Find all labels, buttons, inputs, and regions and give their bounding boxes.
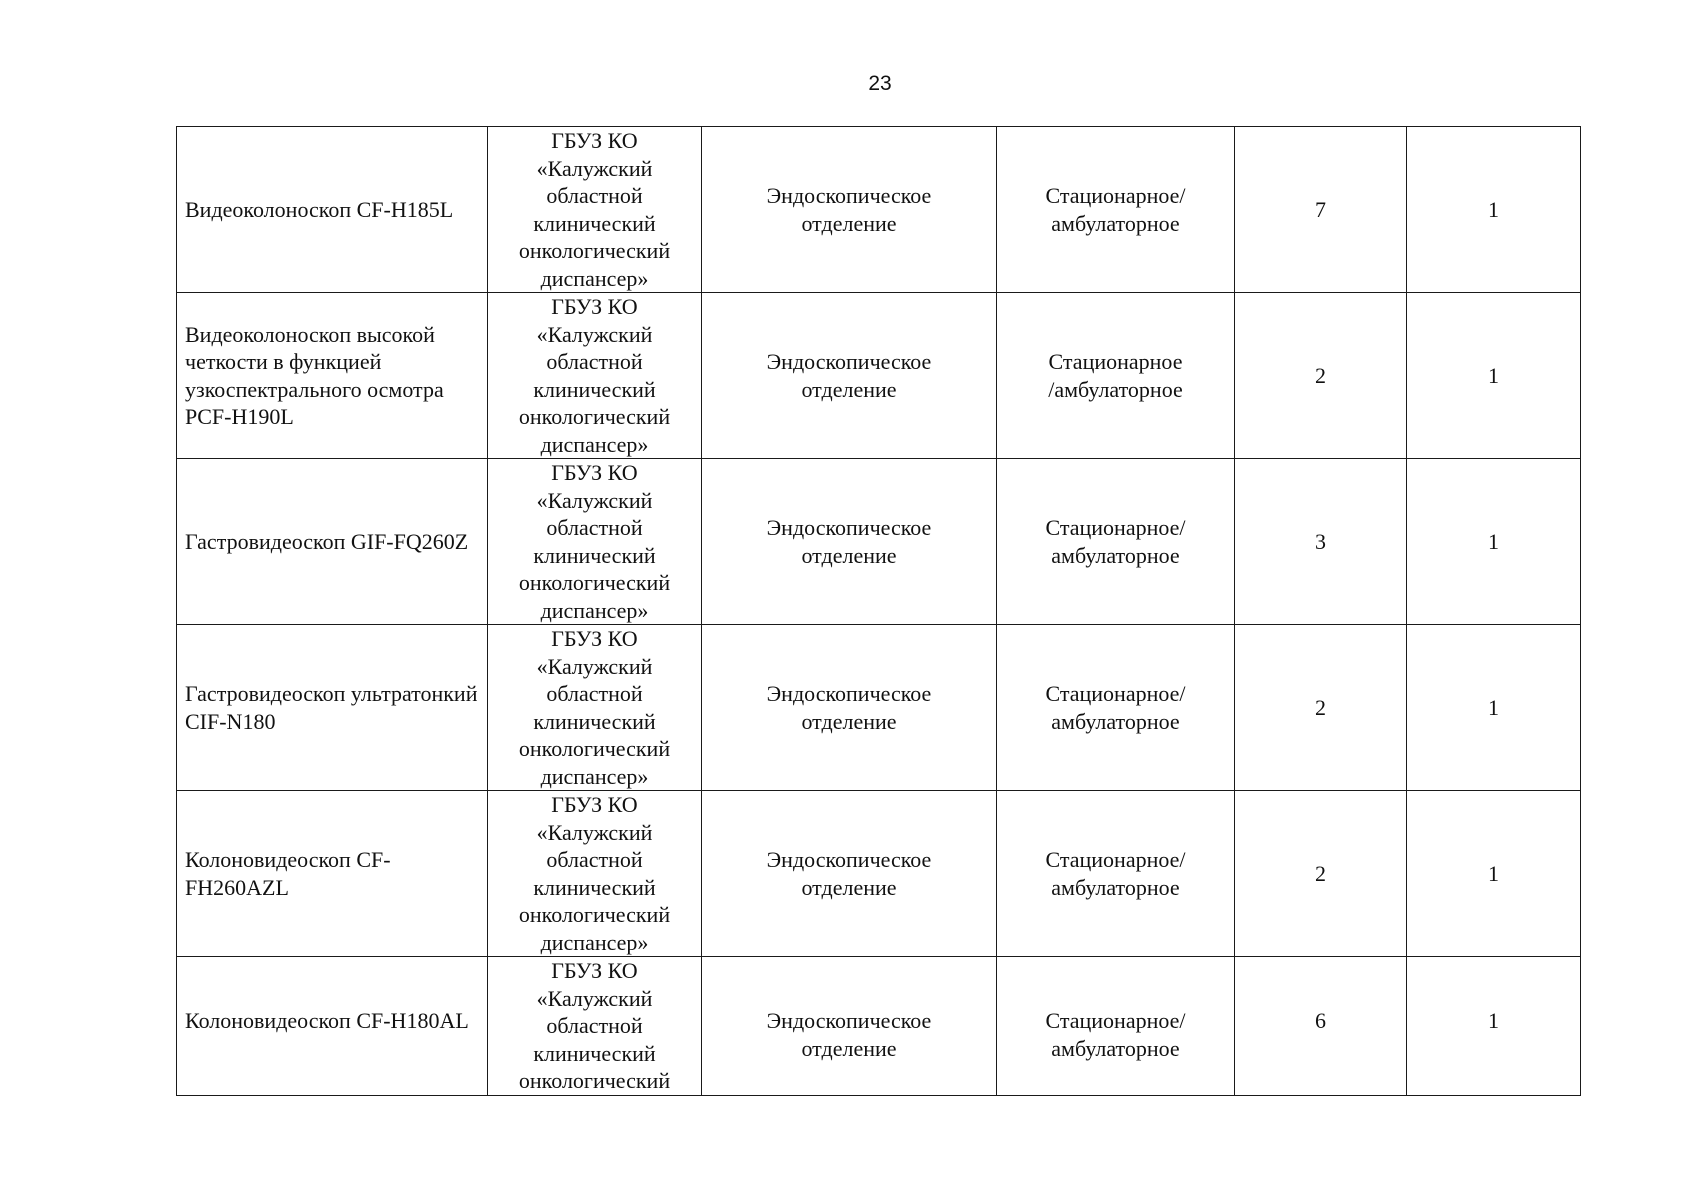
count-cell: 1	[1407, 127, 1581, 293]
quantity-cell: 6	[1235, 957, 1407, 1096]
service-mode-cell: Стационарное/ амбулаторное	[997, 127, 1235, 293]
service-mode-cell: Стационарное /амбулаторное	[997, 293, 1235, 459]
equipment-table	[176, 126, 1581, 1096]
department-cell: Эндоскопическое отделение	[702, 791, 997, 957]
quantity-cell: 2	[1235, 293, 1407, 459]
organization-cell: ГБУЗ КО «Калужский областной клинический онкологический диспансер»	[488, 625, 702, 791]
count-cell: 1	[1407, 957, 1581, 1096]
count-cell: 1	[1407, 293, 1581, 459]
table-row	[177, 791, 1581, 957]
equipment-name-cell: Гастровидеоскоп ультратонкий CIF-N180	[177, 625, 488, 791]
quantity-cell: 3	[1235, 459, 1407, 625]
table-row	[177, 127, 1581, 293]
department-cell: Эндоскопическое отделение	[702, 459, 997, 625]
table-row	[177, 625, 1581, 791]
count-cell: 1	[1407, 625, 1581, 791]
service-mode-cell: Стационарное/ амбулаторное	[997, 791, 1235, 957]
count-cell: 1	[1407, 459, 1581, 625]
equipment-name-cell: Колоновидеоскоп CF-H180AL	[177, 957, 488, 1096]
service-mode-cell: Стационарное/ амбулаторное	[997, 459, 1235, 625]
table-row	[177, 293, 1581, 459]
page-number: 23	[868, 72, 892, 95]
quantity-cell: 2	[1235, 625, 1407, 791]
organization-cell: ГБУЗ КО «Калужский областной клинический онкологический диспансер»	[488, 459, 702, 625]
department-cell: Эндоскопическое отделение	[702, 957, 997, 1096]
equipment-name-cell: Колоновидеоскоп CF-FH260AZL	[177, 791, 488, 957]
quantity-cell: 7	[1235, 127, 1407, 293]
table-row	[177, 957, 1581, 1096]
department-cell: Эндоскопическое отделение	[702, 127, 997, 293]
department-cell: Эндоскопическое отделение	[702, 625, 997, 791]
count-cell: 1	[1407, 791, 1581, 957]
equipment-name-cell: Видеоколоноскоп высокой четкости в функцией узкоспектрального осмотра PCF-H190L	[177, 293, 488, 459]
quantity-cell: 2	[1235, 791, 1407, 957]
organization-cell: ГБУЗ КО «Калужский областной клинический онкологический диспансер»	[488, 293, 702, 459]
organization-cell: ГБУЗ КО «Калужский областной клинический онкологический	[488, 957, 702, 1096]
service-mode-cell: Стационарное/ амбулаторное	[997, 957, 1235, 1096]
equipment-name-cell: Гастровидеоскоп GIF-FQ260Z	[177, 459, 488, 625]
equipment-name-cell: Видеоколоноскоп CF-H185L	[177, 127, 488, 293]
service-mode-cell: Стационарное/ амбулаторное	[997, 625, 1235, 791]
department-cell: Эндоскопическое отделение	[702, 293, 997, 459]
table-row	[177, 459, 1581, 625]
organization-cell: ГБУЗ КО «Калужский областной клинический онкологический диспансер»	[488, 127, 702, 293]
organization-cell: ГБУЗ КО «Калужский областной клинический онкологический диспансер»	[488, 791, 702, 957]
